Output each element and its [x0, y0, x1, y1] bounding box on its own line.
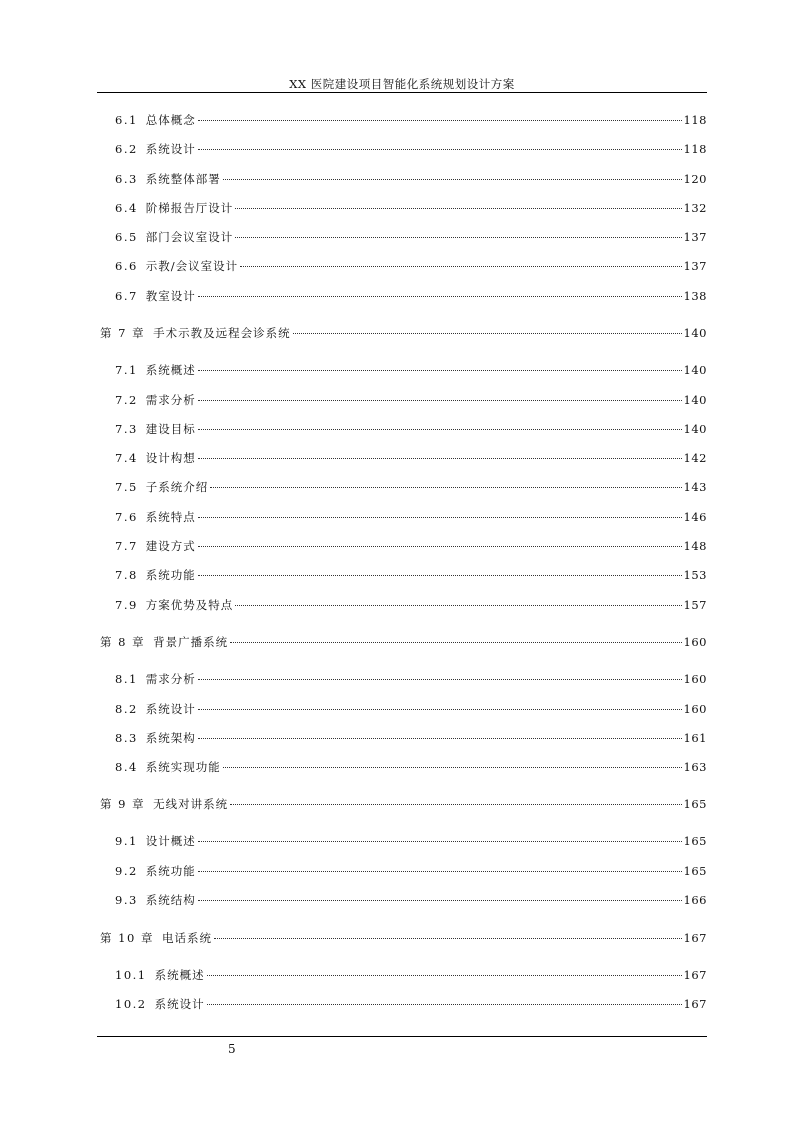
toc-entry-title: 需求分析	[145, 672, 196, 686]
toc-entry-title: 系统概述	[154, 968, 205, 982]
toc-entry-page: 153	[683, 568, 707, 582]
toc-entry-title: 总体概念	[145, 113, 196, 127]
toc-entry-page: 140	[683, 326, 707, 340]
toc-entry-number: 6.3	[115, 172, 138, 186]
toc-entry-title: 系统实现功能	[145, 760, 221, 774]
toc-dot-leader	[198, 296, 682, 297]
toc-dot-leader	[240, 266, 681, 267]
toc-entry-title: 手术示教及远程会诊系统	[153, 326, 291, 340]
toc-dot-leader	[198, 679, 682, 680]
toc-entry-title: 系统设计	[145, 142, 196, 156]
toc-entry-page: 160	[683, 702, 707, 716]
toc-dot-leader	[207, 975, 682, 976]
toc-dot-leader	[293, 333, 682, 334]
toc-entry-page: 165	[683, 864, 707, 878]
toc-entry-number: 7.3	[115, 422, 138, 436]
toc-section-entry[interactable]	[115, 996, 707, 1012]
toc-dot-leader	[235, 237, 681, 238]
toc-section-entry[interactable]	[115, 538, 707, 554]
toc-section-entry[interactable]	[115, 671, 707, 687]
toc-entry-number: 6.2	[115, 142, 138, 156]
toc-entry-title: 无线对讲系统	[153, 797, 229, 811]
toc-dot-leader	[198, 149, 682, 150]
toc-section-entry[interactable]	[115, 392, 707, 408]
toc-entry-number: 7.6	[115, 510, 138, 524]
toc-section-entry[interactable]	[115, 450, 707, 466]
toc-entry-number: 9.2	[115, 864, 138, 878]
toc-entry-number: 第 10 章	[100, 931, 154, 945]
toc-entry-page: 161	[683, 731, 707, 745]
toc-entry-page: 140	[683, 363, 707, 377]
toc-entry-page: 163	[683, 760, 707, 774]
toc-entry-number: 6.7	[115, 289, 138, 303]
toc-entry-number: 7.9	[115, 598, 138, 612]
toc-entry-page: 160	[683, 672, 707, 686]
toc-entry-number: 7.8	[115, 568, 138, 582]
toc-entry-page: 118	[683, 142, 707, 156]
toc-entry-title: 系统功能	[145, 568, 196, 582]
toc-dot-leader	[198, 709, 682, 710]
toc-entry-title: 电话系统	[161, 931, 212, 945]
toc-dot-leader	[214, 938, 682, 939]
toc-entry-title: 示教/会议室设计	[145, 259, 239, 273]
toc-entry-page: 166	[683, 893, 707, 907]
toc-dot-leader	[198, 458, 682, 459]
toc-entry-number: 10.1	[115, 968, 147, 982]
toc-dot-leader	[230, 804, 681, 805]
toc-entry-title: 阶梯报告厅设计	[145, 201, 234, 215]
toc-entry-page: 167	[683, 997, 707, 1011]
toc-section-entry[interactable]	[115, 567, 707, 583]
toc-entry-number: 10.2	[115, 997, 147, 1011]
toc-entry-number: 8.2	[115, 702, 138, 716]
toc-section-entry[interactable]	[115, 967, 707, 983]
toc-entry-number: 6.1	[115, 113, 138, 127]
toc-entry-title: 设计构想	[145, 451, 196, 465]
toc-entry-title: 系统特点	[145, 510, 196, 524]
toc-dot-leader	[198, 575, 682, 576]
toc-entry-page: 165	[683, 797, 707, 811]
toc-section-entry[interactable]	[115, 479, 707, 495]
toc-dot-leader	[198, 429, 682, 430]
toc-chapter-entry[interactable]	[100, 796, 707, 812]
footer-rule	[97, 1036, 707, 1037]
toc-dot-leader	[198, 400, 682, 401]
toc-dot-leader	[198, 120, 682, 121]
toc-dot-leader	[198, 370, 682, 371]
toc-entry-title: 教室设计	[145, 289, 196, 303]
toc-entry-number: 第 7 章	[100, 326, 146, 340]
toc-entry-title: 系统概述	[145, 363, 196, 377]
toc-entry-number: 9.1	[115, 834, 138, 848]
toc-entry-page: 157	[683, 598, 707, 612]
toc-section-entry[interactable]	[115, 200, 707, 216]
toc-entry-page: 118	[683, 113, 707, 127]
toc-entry-page: 140	[683, 393, 707, 407]
toc-section-entry[interactable]	[115, 892, 707, 908]
toc-entry-title: 系统设计	[154, 997, 205, 1011]
toc-entry-page: 137	[683, 259, 707, 273]
toc-entry-title: 设计概述	[145, 834, 196, 848]
toc-entry-title: 系统架构	[145, 731, 196, 745]
toc-entry-page: 167	[683, 931, 707, 945]
toc-entry-title: 子系统介绍	[145, 480, 209, 494]
toc-entry-number: 6.6	[115, 259, 138, 273]
toc-entry-page: 137	[683, 230, 707, 244]
toc-dot-leader	[198, 738, 682, 739]
toc-entry-page: 140	[683, 422, 707, 436]
toc-entry-number: 8.1	[115, 672, 138, 686]
toc-section-entry[interactable]	[115, 509, 707, 525]
toc-section-entry[interactable]	[115, 421, 707, 437]
toc-dot-leader	[235, 208, 681, 209]
toc-section-entry[interactable]	[115, 362, 707, 378]
page-header-title: XX 医院建设项目智能化系统规划设计方案	[289, 77, 515, 91]
toc-entry-title: 系统结构	[145, 893, 196, 907]
toc-entry-number: 6.4	[115, 201, 138, 215]
toc-section-entry[interactable]	[115, 141, 707, 157]
toc-entry-title: 系统功能	[145, 864, 196, 878]
toc-chapter-entry[interactable]	[100, 634, 707, 650]
toc-dot-leader	[207, 1004, 682, 1005]
toc-section-entry[interactable]	[115, 863, 707, 879]
toc-entry-number: 7.5	[115, 480, 138, 494]
toc-section-entry[interactable]	[115, 258, 707, 274]
toc-dot-leader	[198, 546, 682, 547]
toc-dot-leader	[198, 871, 682, 872]
toc-entry-page: 160	[683, 635, 707, 649]
toc-entry-number: 7.4	[115, 451, 138, 465]
toc-entry-page: 146	[683, 510, 707, 524]
toc-entry-title: 系统整体部署	[145, 172, 221, 186]
toc-entry-page: 167	[683, 968, 707, 982]
toc-entry-number: 第 9 章	[100, 797, 146, 811]
toc-entry-number: 7.2	[115, 393, 138, 407]
toc-dot-leader	[223, 179, 682, 180]
toc-entry-page: 165	[683, 834, 707, 848]
toc-dot-leader	[210, 487, 681, 488]
toc-dot-leader	[198, 517, 682, 518]
toc-section-entry[interactable]	[115, 288, 707, 304]
toc-section-entry[interactable]	[115, 597, 707, 613]
footer-page-number: 5	[228, 1042, 236, 1056]
toc-entry-number: 第 8 章	[100, 635, 146, 649]
toc-entry-page: 143	[683, 480, 707, 494]
toc-entry-title: 建设方式	[145, 539, 196, 553]
toc-section-entry[interactable]	[115, 229, 707, 245]
toc-entry-title: 部门会议室设计	[145, 230, 234, 244]
toc-entry-title: 方案优势及特点	[145, 598, 234, 612]
toc-section-entry[interactable]	[115, 701, 707, 717]
toc-section-entry[interactable]	[115, 112, 707, 128]
toc-entry-page: 148	[683, 539, 707, 553]
toc-entry-page: 138	[683, 289, 707, 303]
toc-dot-leader	[198, 900, 682, 901]
toc-dot-leader	[230, 642, 681, 643]
toc-entry-number: 9.3	[115, 893, 138, 907]
toc-entry-number: 6.5	[115, 230, 138, 244]
toc-chapter-entry[interactable]	[100, 930, 707, 946]
toc-entry-page: 132	[683, 201, 707, 215]
toc-section-entry[interactable]	[115, 759, 707, 775]
toc-entry-number: 7.7	[115, 539, 138, 553]
toc-dot-leader	[235, 605, 681, 606]
toc-entry-title: 需求分析	[145, 393, 196, 407]
toc-entry-title: 建设目标	[145, 422, 196, 436]
toc-section-entry[interactable]	[115, 833, 707, 849]
toc-entry-number: 8.4	[115, 760, 138, 774]
toc-entry-title: 系统设计	[145, 702, 196, 716]
toc-entry-number: 7.1	[115, 363, 138, 377]
toc-entry-number: 8.3	[115, 731, 138, 745]
toc-dot-leader	[223, 767, 682, 768]
toc-section-entry[interactable]	[115, 730, 707, 746]
toc-section-entry[interactable]	[115, 171, 707, 187]
toc-entry-title: 背景广播系统	[153, 635, 229, 649]
toc-chapter-entry[interactable]	[100, 325, 707, 341]
toc-entry-page: 142	[683, 451, 707, 465]
toc-entry-page: 120	[683, 172, 707, 186]
toc-dot-leader	[198, 841, 682, 842]
